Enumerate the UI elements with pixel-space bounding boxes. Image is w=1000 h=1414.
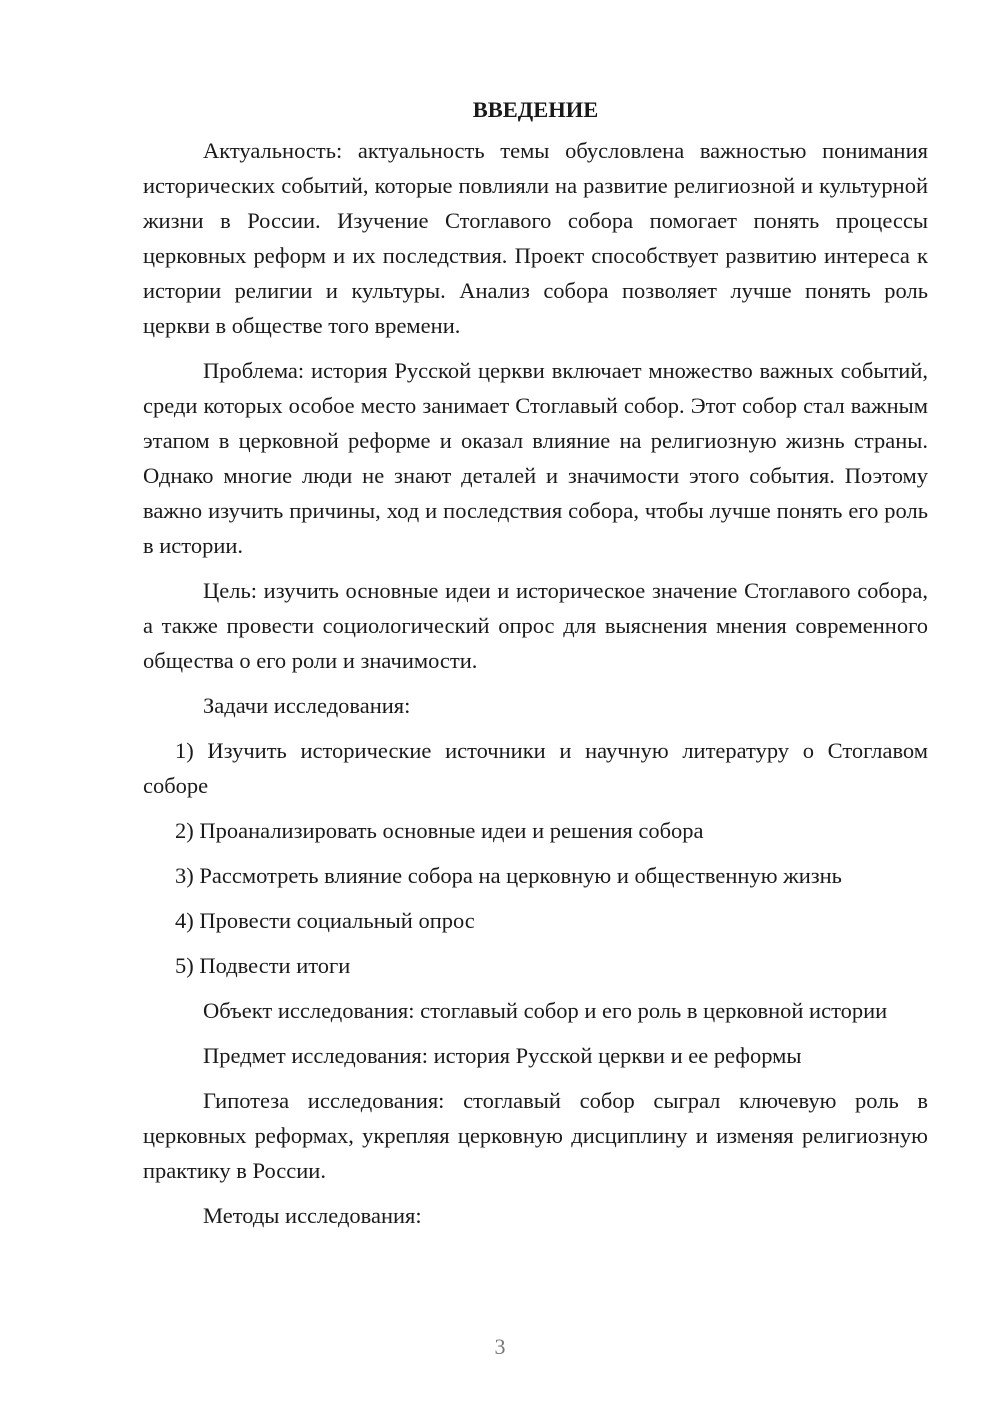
paragraph-goal: Цель: изучить основные идеи и историческое значение Стоглавого собора, а также провести социологический опрос для выяснения мнения современного общества о его роли и значимости. [143,578,928,673]
paragraph-object: Объект исследования: стоглавый собор и его роль в церковной истории [203,998,888,1023]
page-number: 3 [494,1334,506,1359]
task-item: 4) Провести социальный опрос [175,908,475,933]
task-item: 2) Проанализировать основные идеи и решения собора [175,818,704,843]
document-page [143,92,928,1243]
task-item: 5) Подвести итоги [175,953,351,978]
paragraph-relevance: Актуальность: актуальность темы обусловлена важностью понимания исторических событий, которые повлияли на развитие религиозной и культурной жизни в России. Изучение Стоглавого собора помогает понять процессы церковных реформ и их последствия. Проект способствует развитию интереса к истории религии и культуры. Анализ собора позволяет лучше понять роль церкви в обществе того времени. [143,138,928,338]
paragraph-subject: Предмет исследования: история Русской церкви и ее реформы [203,1043,802,1068]
paragraph-problem: Проблема: история Русской церкви включает множество важных событий, среди которых особое место занимает Стоглавый собор. Этот собор стал важным этапом в церковной реформе и оказал влияние на религиозную жизнь страны. Однако многие люди не знают деталей и значимости этого события. Поэтому важно изучить причины, ход и последствия собора, чтобы лучше понять его роль в истории. [143,358,928,558]
methods-heading: Методы исследования: [203,1203,422,1228]
task-item: 1) Изучить исторические источники и научную литературу о Стоглавом соборе [143,738,928,798]
paragraph-hypothesis: Гипотеза исследования: стоглавый собор сыграл ключевую роль в церковных реформах, укрепляя церковную дисциплину и изменяя религиозную практику в России. [143,1088,928,1183]
task-item: 3) Рассмотреть влияние собора на церковную и общественную жизнь [175,863,842,888]
section-title: ВВЕДЕНИЕ [472,97,599,122]
tasks-heading: Задачи исследования: [203,693,411,718]
